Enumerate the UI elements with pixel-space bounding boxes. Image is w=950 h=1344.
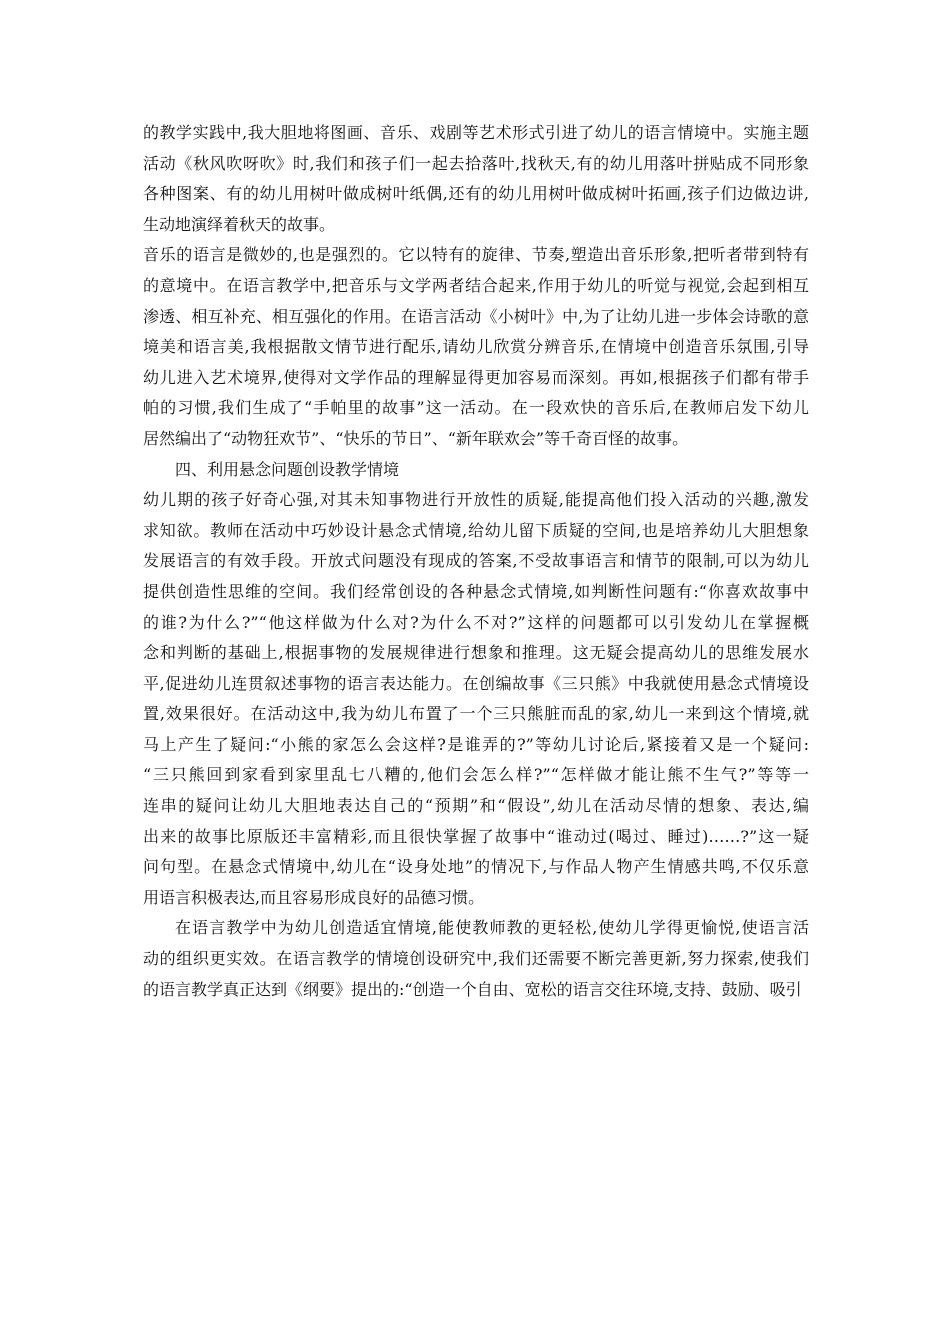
text-line: 境美和语言美,我根据散文情节进行配乐,请幼儿欣赏分辨音乐,在情境中创造音乐氛围,引导 [143,337,809,357]
section-heading [143,455,809,486]
text-line: 幼儿进入艺术境界,使得对文学作品的理解显得更加容易而深刻。再如,根据孩子们都有带手 [143,367,809,387]
text-line: 居然编出了“动物狂欢节”、“快乐的节日”、“新年联欢会”等千奇百怪的故事。 [143,428,689,448]
text-line: “三只熊回到家看到家里乱七八糟的,他们会怎么样?”“怎样做才能让熊不生气?”等等一 [143,765,809,785]
text-line: 的意境中。在语言教学中,把音乐与文学两者结合起来,作用于幼儿的听觉与视觉,会起到相互 [143,275,809,295]
text-line: 平,促进幼儿连贯叙述事物的语言表达能力。在创编故事《三只熊》中我就使用悬念式情境设 [143,673,809,693]
text-line: 幼儿期的孩子好奇心强,对其未知事物进行开放性的质疑,能提高他们投入活动的兴趣,激发 [143,490,809,510]
text-line: 求知欲。教师在活动中巧妙设计悬念式情境,给幼儿留下质疑的空间,也是培养幼儿大胆想象 [143,520,809,540]
body-paragraph [143,118,809,240]
text-line: 在语言教学中为幼儿创造适宜情境,能使教师教的更轻松,使幼儿学得更愉悦,使语言活 [175,918,809,938]
text-line: 的教学实践中,我大胆地将图画、音乐、戏剧等艺术形式引进了幼儿的语言情境中。实施主题 [143,123,809,142]
text-line: 发展语言的有效手段。开放式问题没有现成的答案,不受故事语言和情节的限制,可以为幼儿 [143,551,809,571]
text-line: 出来的故事比原版还丰富精彩,而且很快掌握了故事中“谁动过(喝过、睡过)……?”这一疑 [143,826,809,846]
text-line: 的语言教学真正达到《纲要》提出的:“创造一个自由、宽松的语言交往环境,支持、鼓励、吸引 [143,979,802,999]
text-line: 置,效果很好。在活动这中,我为幼儿布置了一个三只熊脏而乱的家,幼儿一来到这个情境,就 [143,704,809,724]
text-line: 用语言积极表达,而且容易形成良好的品德习惯。 [143,887,485,907]
text-line: 问句型。在悬念式情境中,幼儿在“设身处地”的情况下,与作品人物产生情感共鸣,不仅乐意 [143,857,809,877]
text-line: 渗透、相互补充、相互强化的作用。在语言活动《小树叶》中,为了让幼儿进一步体会诗歌的意 [143,306,809,326]
text-line: 四、利用悬念问题创设教学情境 [175,459,400,479]
document-page [143,118,809,1005]
body-paragraph [143,240,809,454]
body-paragraph [143,485,809,913]
body-paragraph [143,913,809,1005]
text-line: 生动地演绎着秋天的故事。 [143,214,336,234]
text-line: 动的组织更实效。在语言教学的情境创设研究中,我们还需要不断完善更新,努力探索,使我们 [143,949,809,969]
text-line: 提供创造性思维的空间。我们经常创设的各种悬念式情境,如判断性问题有:“你喜欢故事中 [143,581,809,601]
text-line: 的谁?为什么?”“他这样做为什么对?为什么不对?”这样的问题都可以引发幼儿在掌握概 [143,612,809,632]
text-line: 各种图案、有的幼儿用树叶做成树叶纸偶,还有的幼儿用树叶做成树叶拓画,孩子们边做边讲, [143,184,809,204]
text-line: 活动《秋风吹呀吹》时,我们和孩子们一起去拾落叶,找秋天,有的幼儿用落叶拼贴成不同形象 [143,153,809,173]
text-line: 连串的疑问让幼儿大胆地表达自己的“预期”和“假设”,幼儿在活动尽情的想象、表达,编 [143,796,809,816]
text-line: 马上产生了疑问:“小熊的家怎么会这样?是谁弄的?”等幼儿讨论后,紧接着又是一个疑问: [143,734,809,754]
text-line: 帕的习惯,我们生成了“手帕里的故事”这一活动。在一段欢快的音乐后,在教师启发下幼儿 [143,398,809,418]
text-line: 念和判断的基础上,根据事物的发展规律进行想象和推理。这无疑会提高幼儿的思维发展水 [143,643,809,663]
text-line: 音乐的语言是微妙的,也是强烈的。它以特有的旋律、节奏,塑造出音乐形象,把听者带到特有 [143,245,809,265]
